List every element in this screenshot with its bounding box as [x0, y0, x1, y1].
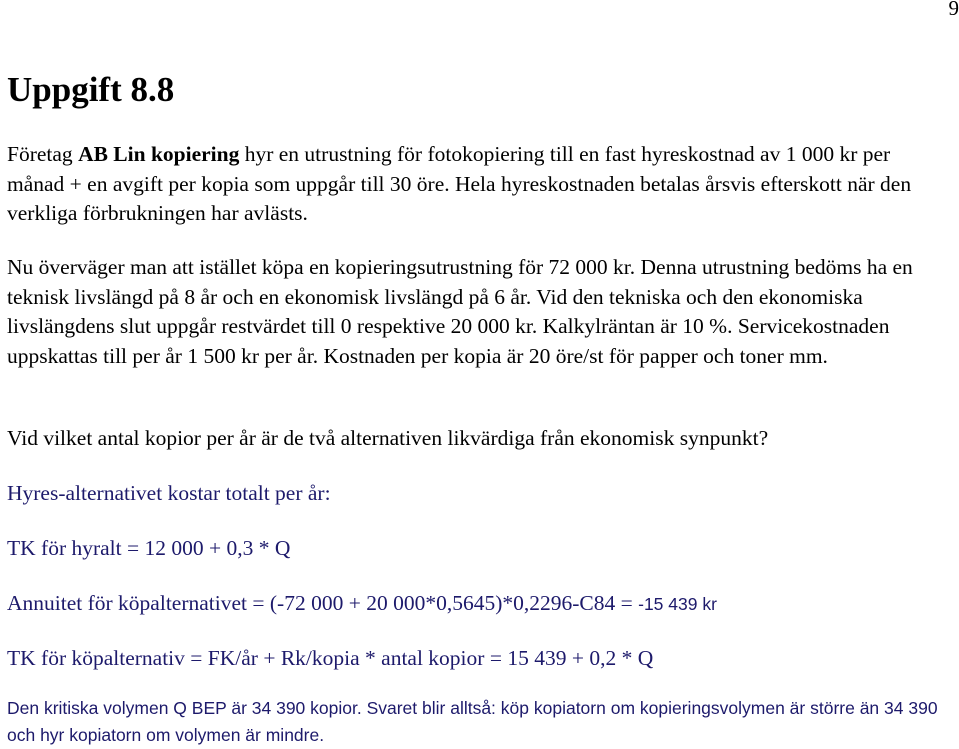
annuity-result: -15 439 kr: [638, 594, 717, 614]
intro-text-before: Företag: [7, 142, 78, 166]
intro-paragraph: [7, 140, 952, 229]
conclusion-paragraph: Den kritiska volymen Q BEP är 34 390 kopior. Svaret blir alltså: köp kopiatorn om kopieringsvolymen är större än 34 390 och hyr kopiatorn om volymen är mindre.: [7, 695, 952, 749]
question-paragraph: Vid vilket antal kopior per år är de två alternativen likvärdiga från ekonomisk synpunkt?: [7, 424, 952, 454]
purchase-total-cost: TK för köpalternativ = FK/år + Rk/kopia * antal kopior = 15 439 + 0,2 * Q: [7, 644, 952, 674]
purchase-paragraph: Nu överväger man att istället köpa en kopieringsutrustning för 72 000 kr. Denna utrustning bedöms ha en teknisk livslängd på 8 år och en ekonomisk livslängd på 6 år. Vid den tekniska och den ekonomiska livslängdens slut uppgår restvärdet till 0 respektive 20 000 kr. Kalkylräntan är 10 %. Servicekostnaden uppskattas till per år 1 500 kr per år. Kostnaden per kopia är 20 öre/st för papper och toner mm.: [7, 253, 952, 371]
company-name: AB Lin kopiering: [78, 142, 239, 166]
page-number: 9: [949, 0, 959, 21]
annuity-formula: Annuitet för köpalternativet = (-72 000 + 20 000*0,5645)*0,2296-C84 =: [7, 591, 638, 615]
annuity-line: [7, 589, 952, 620]
intro-text-after: hyr en utrustning för fotokopiering till en fast hyreskostnad av 1 000 kr per månad + en avgift per kopia som uppgår till 30 öre. Hela hyreskostnaden betalas årsvis efterskott när den verkliga förbrukningen har avlästs.: [7, 142, 911, 225]
hire-heading: Hyres-alternativet kostar totalt per år:: [7, 479, 952, 509]
page-title: Uppgift 8.8: [7, 70, 174, 110]
hire-total-cost: TK för hyralt = 12 000 + 0,3 * Q: [7, 534, 952, 564]
